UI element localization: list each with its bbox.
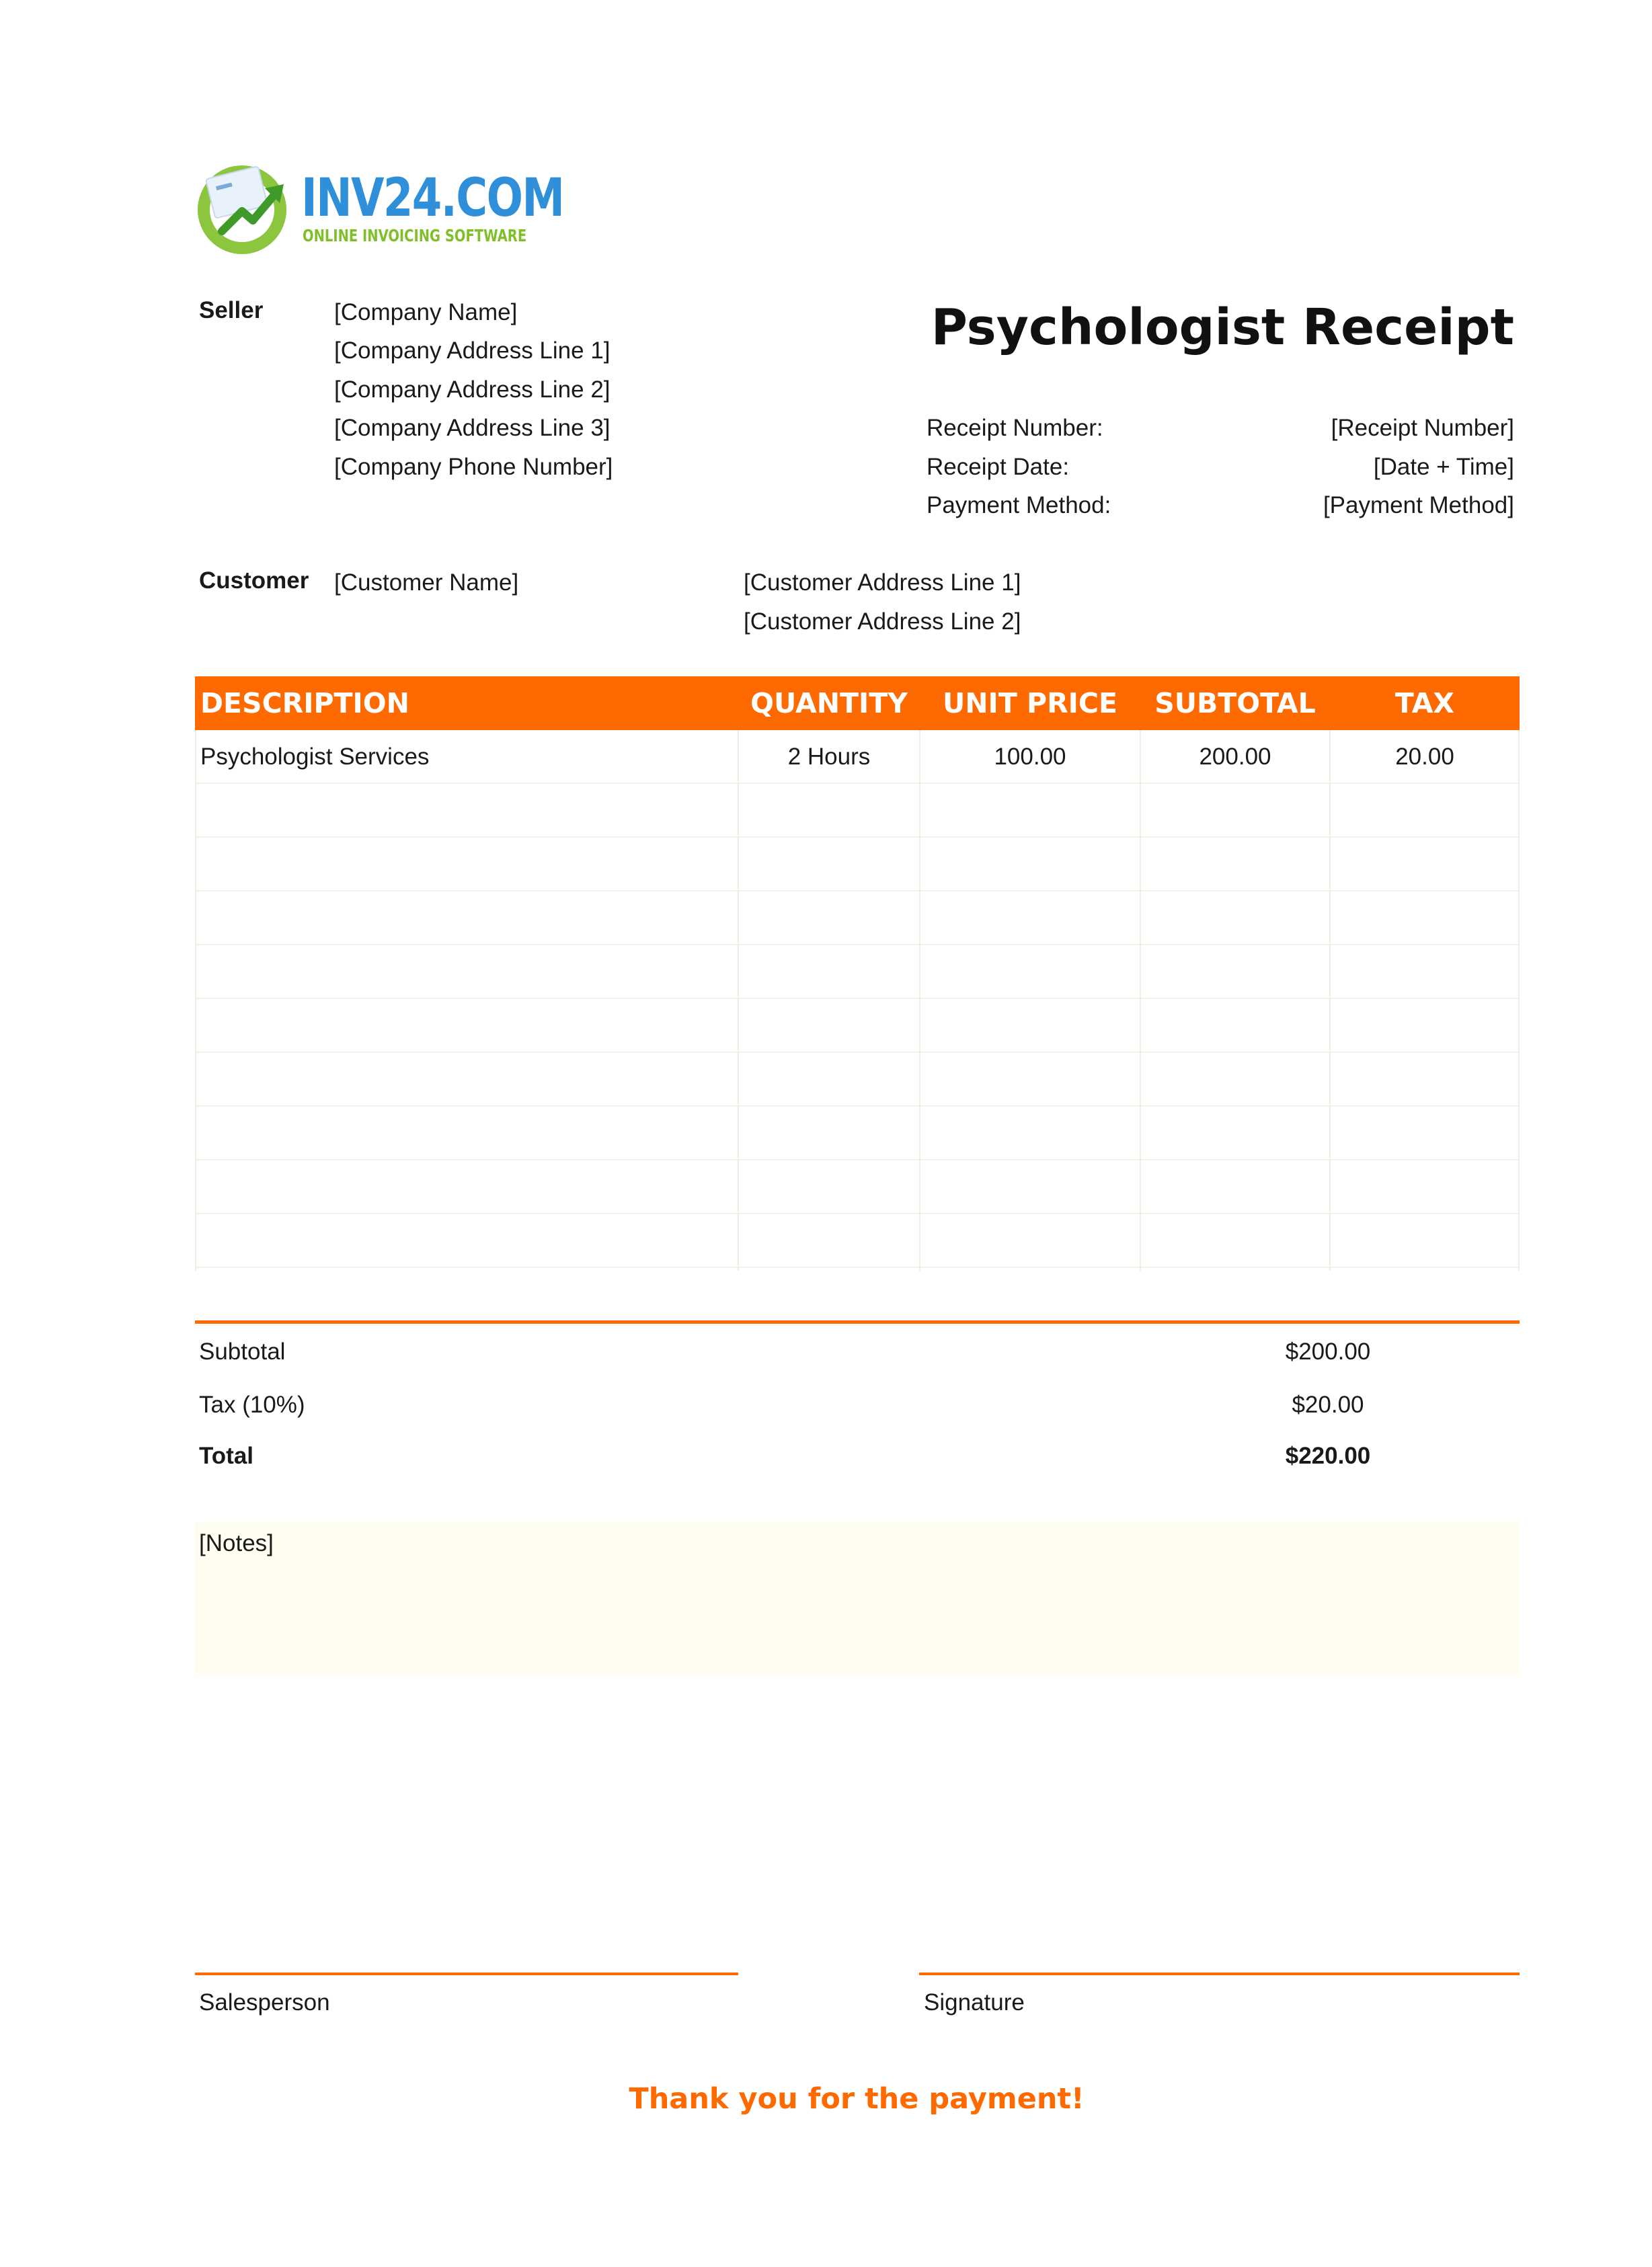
cell-description xyxy=(200,838,732,891)
column-header-tax: TAX xyxy=(1394,687,1455,719)
cell-quantity xyxy=(738,1160,920,1214)
seller-line: [Company Address Line 3] xyxy=(334,415,611,441)
table-row xyxy=(195,891,1520,945)
receipt-date-value: [Date + Time] xyxy=(1373,454,1514,480)
receipt-date-label: Receipt Date: xyxy=(927,454,1070,480)
company-logo xyxy=(195,157,564,258)
column-divider xyxy=(1140,730,1141,1271)
cell-unit-price xyxy=(920,945,1140,999)
logo-text: INV24.COM xyxy=(301,168,564,229)
total-label: Total xyxy=(199,1443,254,1469)
subtotal-value: $200.00 xyxy=(1285,1339,1371,1365)
customer-name: [Customer Name] xyxy=(334,569,519,596)
column-header-description: DESCRIPTION xyxy=(200,687,409,719)
cell-quantity xyxy=(738,1214,920,1268)
tax-label: Tax (10%) xyxy=(199,1392,305,1418)
cell-subtotal xyxy=(1140,891,1330,945)
cell-subtotal xyxy=(1140,838,1330,891)
cell-quantity xyxy=(738,1268,920,1322)
cell-subtotal xyxy=(1140,945,1330,999)
cell-tax xyxy=(1330,1268,1520,1322)
cell-unit-price xyxy=(920,1268,1140,1322)
cell-subtotal xyxy=(1140,784,1330,838)
cell-tax xyxy=(1330,999,1520,1053)
payment-method-value: [Payment Method] xyxy=(1323,492,1514,518)
cell-quantity xyxy=(738,1107,920,1160)
cell-description xyxy=(200,784,732,838)
cell-description xyxy=(200,1107,732,1160)
cell-quantity xyxy=(738,945,920,999)
cell-tax: 20.00 xyxy=(1395,744,1454,770)
cell-quantity xyxy=(738,838,920,891)
table-row xyxy=(195,1160,1520,1214)
cell-tax xyxy=(1330,1214,1520,1268)
cell-subtotal xyxy=(1140,1160,1330,1214)
cell-unit-price xyxy=(920,838,1140,891)
column-divider xyxy=(1329,730,1331,1271)
cell-tax xyxy=(1330,784,1520,838)
cell-tax xyxy=(1330,1160,1520,1214)
table-body xyxy=(195,730,1520,1322)
logo-tagline: ONLINE INVOICING SOFTWARE xyxy=(303,226,527,245)
seller-line: [Company Phone Number] xyxy=(334,454,613,480)
table-row xyxy=(195,784,1520,838)
cell-description xyxy=(200,1160,732,1214)
customer-address-line: [Customer Address Line 2] xyxy=(744,608,1021,635)
customer-address-line: [Customer Address Line 1] xyxy=(744,569,1021,596)
total-value: $220.00 xyxy=(1285,1443,1371,1469)
cell-description xyxy=(200,1214,732,1268)
cell-unit-price xyxy=(920,1053,1140,1107)
seller-line: [Company Name] xyxy=(334,299,518,325)
cell-unit-price xyxy=(920,1160,1140,1214)
table-row xyxy=(195,730,1520,784)
table-row xyxy=(195,838,1520,891)
table-bottom-rule xyxy=(195,1320,1520,1324)
notes-text: [Notes] xyxy=(199,1530,274,1556)
subtotal-label: Subtotal xyxy=(199,1339,286,1365)
cell-tax xyxy=(1330,945,1520,999)
cell-subtotal xyxy=(1140,1107,1330,1160)
cell-quantity xyxy=(738,891,920,945)
items-table xyxy=(195,676,1520,1322)
thank-you-message: Thank you for the payment! xyxy=(629,2082,1085,2116)
seller-line: [Company Address Line 2] xyxy=(334,376,611,403)
page-title: Psychologist Receipt xyxy=(931,299,1514,356)
cell-description: Psychologist Services xyxy=(200,744,430,770)
cell-unit-price xyxy=(920,999,1140,1053)
table-row xyxy=(195,1107,1520,1160)
column-divider xyxy=(919,730,920,1271)
seller-line: [Company Address Line 1] xyxy=(334,337,611,364)
salesperson-label: Salesperson xyxy=(199,1989,330,2016)
payment-method-label: Payment Method: xyxy=(927,492,1111,518)
table-border xyxy=(195,730,196,1271)
cell-description xyxy=(200,891,732,945)
cell-tax xyxy=(1330,891,1520,945)
table-row xyxy=(195,1214,1520,1268)
table-header xyxy=(195,676,1520,730)
table-row xyxy=(195,1268,1520,1322)
cell-quantity xyxy=(738,999,920,1053)
cell-quantity xyxy=(738,784,920,838)
cell-quantity xyxy=(738,1053,920,1107)
customer-label: Customer xyxy=(199,567,309,594)
column-divider xyxy=(738,730,739,1271)
cell-description xyxy=(200,999,732,1053)
table-border xyxy=(1518,730,1520,1271)
cell-subtotal xyxy=(1140,1268,1330,1322)
tax-value: $20.00 xyxy=(1292,1392,1364,1418)
table-row xyxy=(195,999,1520,1053)
cell-unit-price xyxy=(920,784,1140,838)
column-header-quantity: QUANTITY xyxy=(750,687,908,719)
cell-subtotal xyxy=(1140,1053,1330,1107)
cell-description xyxy=(200,1053,732,1107)
column-header-unit-price: UNIT PRICE xyxy=(942,687,1118,719)
cell-tax xyxy=(1330,838,1520,891)
cell-tax xyxy=(1330,1053,1520,1107)
signature-label: Signature xyxy=(924,1989,1025,2016)
cell-description xyxy=(200,945,732,999)
cell-quantity: 2 Hours xyxy=(787,744,871,770)
cell-tax xyxy=(1330,1107,1520,1160)
table-row xyxy=(195,1053,1520,1107)
cell-description xyxy=(200,1268,732,1322)
logo-envelope-arrow-icon xyxy=(195,157,296,258)
notes-box xyxy=(195,1522,1520,1674)
receipt-number-label: Receipt Number: xyxy=(927,415,1103,441)
cell-subtotal xyxy=(1140,999,1330,1053)
table-row xyxy=(195,945,1520,999)
cell-unit-price xyxy=(920,891,1140,945)
receipt-number-value: [Receipt Number] xyxy=(1331,415,1514,441)
cell-unit-price xyxy=(920,1107,1140,1160)
seller-label: Seller xyxy=(199,297,264,323)
cell-subtotal: 200.00 xyxy=(1199,744,1271,770)
cell-unit-price: 100.00 xyxy=(994,744,1066,770)
cell-subtotal xyxy=(1140,1214,1330,1268)
column-header-subtotal: SUBTOTAL xyxy=(1154,687,1316,719)
signature-line xyxy=(919,1973,1520,1975)
salesperson-signature-line xyxy=(195,1973,738,1975)
cell-unit-price xyxy=(920,1214,1140,1268)
